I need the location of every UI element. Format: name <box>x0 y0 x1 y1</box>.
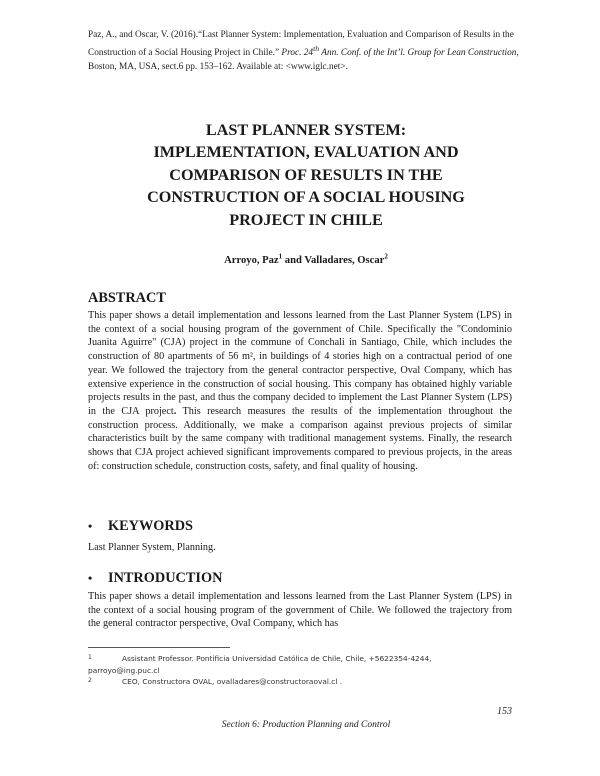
citation-header <box>88 29 520 74</box>
paper-title: LAST PLANNER SYSTEM: IMPLEMENTATION, EVALUATION AND COMPARISON OF RESULTS IN THE CONSTRUCTION OF A SOCIAL HOUSING PROJECT IN CHILE <box>147 121 465 229</box>
footnote-1: 1 Assistant Professor. Pontificia Universidad Católica de Chile, Chile, +5622354-4244, parroyo@ing.puc.cl <box>88 654 432 675</box>
introduction-text: This paper shows a detail implementation and lessons learned from the Last Planner System (LPS) in the context of a social housing program of the government of Chile. We followed the trajectory from the general contractor perspective, Oval Company, which has <box>88 591 512 630</box>
footnotes <box>88 653 512 688</box>
citation-conference: Proc. 24th Ann. Conf. of the Int’l. Group for Lean Construction <box>281 44 517 59</box>
bullet-icon: • <box>88 571 93 585</box>
citation-tail: , Boston, MA, USA, sect.6 pp. 153–162. Available at: <www.iglc.net>. <box>88 48 519 72</box>
bullet-icon: • <box>88 519 93 533</box>
keywords-text: Last Planner System, Planning. <box>88 542 216 553</box>
abstract-text: This paper shows a detail implementation and lessons learned from the Last Planner System (LPS) in the context of a social housing program of the government of Chile. Specifically the "Condominio Juanita Aguirre" (CJA) project in the commune of Conchali in Santiago, Chile, which includes the construction of 80 apartments of 56 m², in buildings of 4 stories high on a contractual period of one year. We followed the trajectory from the general contractor perspective, Oval Company, which has extensive experience in the construction of social housing. This company has obtained highly variable projects results in the past, and thus the company decided to implement the Last Planner System (LPS) in the CJA project. This research measures the results of the implementation throughout the construction process. Additionally, we make a comparison against previous projects of similar characteristics built by the same company with traditional management systems. Finally, the research shows that CJA project achieved significant improvements compared to previous projects, in the areas of: construction schedule, construction costs, safety, and final quality of housing. <box>88 310 512 472</box>
abstract-heading: ABSTRACT <box>88 290 166 306</box>
introduction-heading: • INTRODUCTION <box>88 570 223 586</box>
author-2-footnote-mark: 2 <box>384 252 388 261</box>
footnote-2: 2 CEO, Constructora OVAL, ovalladares@constructoraoval.cl . <box>88 677 343 687</box>
footnote-1-email: parroyo@ing.puc.cl <box>88 665 160 675</box>
author-1-footnote-mark: 1 <box>278 252 283 261</box>
author-2: Valladares, Oscar <box>304 255 385 266</box>
page-number: 153 <box>497 706 512 717</box>
footnote-separator <box>88 647 230 648</box>
author-line: Arroyo, Paz$^1$ and Valladares, Oscar$^2$ <box>224 252 388 266</box>
keywords-heading: • KEYWORDS <box>88 518 193 534</box>
citation-text: Paz, A., and Oscar, V. (2016).“Last Planner System: Implementation, Evaluation and Comparison of Results in the Construction of a Social Housing Project in Chile.” <box>88 30 514 59</box>
author-1: Arroyo, Paz <box>224 255 279 266</box>
running-footer: Section 6: Production Planning and Control <box>221 720 391 730</box>
